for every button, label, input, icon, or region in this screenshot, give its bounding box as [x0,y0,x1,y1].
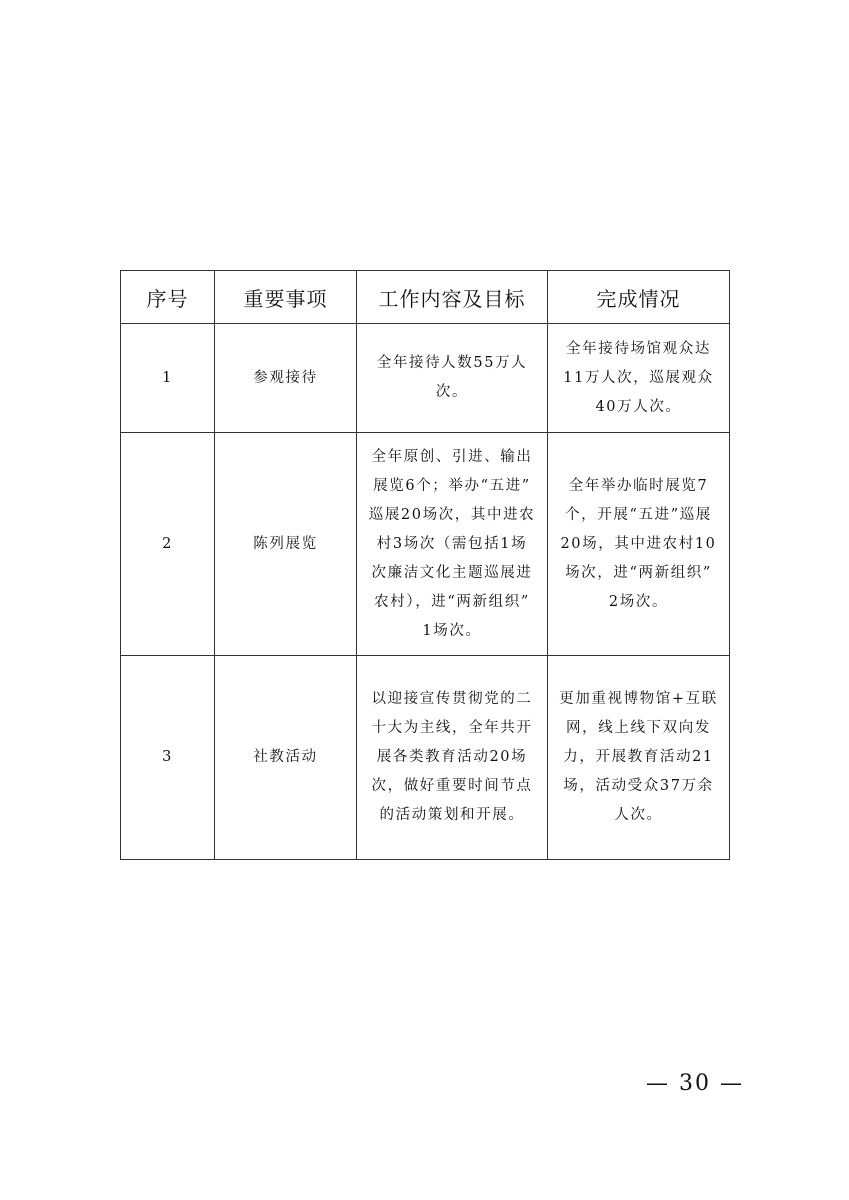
cell-important-item: 参观接待 [215,324,357,433]
cell-serial-number: 2 [121,433,215,656]
work-content-text: 以迎接宣传贯彻党的二 十大为主线，全年共开 展各类教育活动20场 次，做好重要时间节点 的活动策划和开展。 [371,691,533,823]
work-content-text: 全年原创、引进、输出 展览6个；举办“五进” 巡展20场次，其中进农 村3场次（需包括1场 次廉洁文化主题巡展进 农村），进“两新组织” 1场次。 [368,448,536,639]
header-completion-status: 完成情况 [548,271,730,324]
cell-work-content [357,433,548,656]
cell-work-content [357,324,548,433]
work-summary-table [120,270,730,860]
work-content-text: 全年接待人数55万人 次。 [376,355,528,400]
table-row [121,324,730,433]
header-important-item: 重要事项 [215,271,357,324]
table-header-row [121,271,730,324]
table-row [121,433,730,656]
cell-important-item: 社教活动 [215,656,357,860]
completion-status-text: 全年接待场馆观众达 11万人次，巡展观众 40万人次。 [563,340,714,415]
header-work-content-and-goal: 工作内容及目标 [357,271,548,324]
cell-important-item: 陈列展览 [215,433,357,656]
cell-serial-number: 3 [121,656,215,860]
cell-serial-number: 1 [121,324,215,433]
cell-completion-status [548,656,730,860]
table-row [121,656,730,860]
cell-completion-status [548,324,730,433]
completion-status-text: 全年举办临时展览7 个，开展“五进”巡展 20场，其中进农村10 场次，进“两新组织” 2场次。 [560,477,717,610]
cell-completion-status [548,433,730,656]
header-serial-number: 序号 [121,271,215,324]
completion-status-text: 更加重视博物馆+互联 网，线上线下双向发 力，开展教育活动21 场，活动受众37万余 人次。 [559,691,718,823]
cell-work-content [357,656,548,860]
page-number: — 30 — [646,1071,744,1096]
